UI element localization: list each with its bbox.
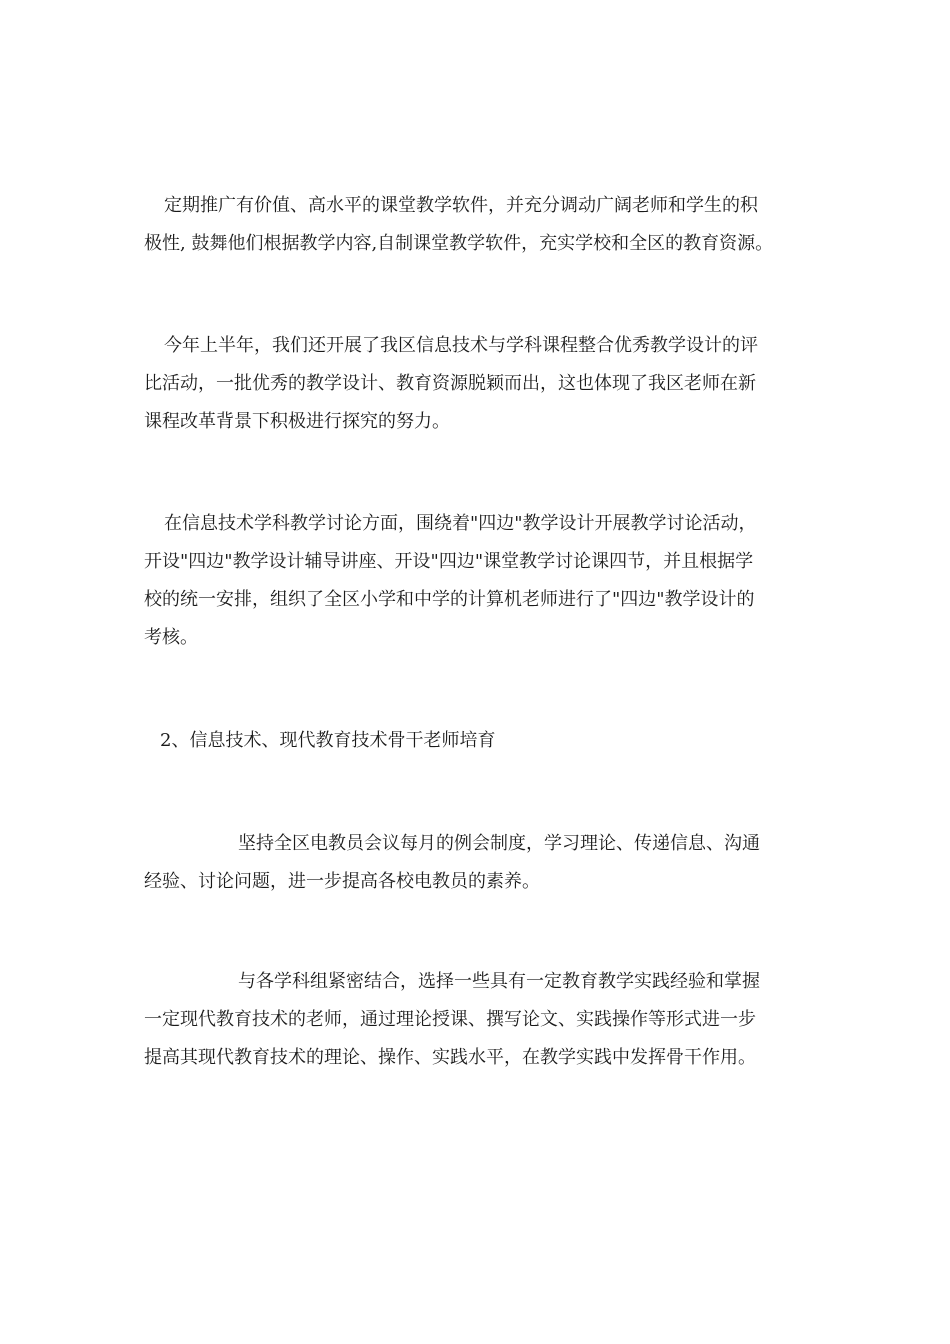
paragraph-line: 考核。 xyxy=(144,627,198,648)
paragraph-line: 今年上半年，我们还开展了我区信息技术与学科课程整合优秀教学设计的评 xyxy=(164,335,758,356)
paragraph-line: 与各学科组紧密结合，选择一些具有一定教育教学实践经验和掌握 xyxy=(238,971,760,992)
paragraph-software-promotion xyxy=(144,187,844,263)
paragraph-line: 比活动，一批优秀的教学设计、教育资源脱颖而出，这也体现了我区老师在新 xyxy=(144,373,756,394)
paragraph-monthly-meeting xyxy=(144,825,844,901)
paragraph-line: 在信息技术学科教学讨论方面，围绕着"四边"教学设计开展教学讨论活动， xyxy=(164,513,757,534)
paragraph-line: 坚持全区电教员会议每月的例会制度，学习理论、传递信息、沟通 xyxy=(238,833,760,854)
paragraph-line: 定期推广有价值、高水平的课堂教学软件，并充分调动广阔老师和学生的积 xyxy=(164,195,758,216)
section-heading xyxy=(144,722,844,760)
paragraph-line: 一定现代教育技术的老师，通过理论授课、撰写论文、实践操作等形式进一步 xyxy=(144,1009,756,1030)
paragraph-line: 提高其现代教育技术的理论、操作、实践水平，在教学实践中发挥骨干作用。 xyxy=(144,1047,756,1068)
paragraph-line: 经验、讨论问题，进一步提高各校电教员的素养。 xyxy=(144,871,540,892)
heading-text: 2、信息技术、现代教育技术骨干老师培育 xyxy=(160,730,496,751)
paragraph-teaching-design-contest xyxy=(144,327,844,441)
paragraph-line: 开设"四边"教学设计辅导讲座、开设"四边"课堂教学讨论课四节，并且根据学 xyxy=(144,551,754,572)
paragraph-line: 校的统一安排，组织了全区小学和中学的计算机老师进行了"四边"教学设计的 xyxy=(144,589,755,610)
paragraph-line: 课程改革背景下积极进行探究的努力。 xyxy=(144,411,450,432)
paragraph-line: 极性, 鼓舞他们根据教学内容,自制课堂教学软件，充实学校和全区的教育资源。 xyxy=(144,233,774,254)
paragraph-backbone-teachers xyxy=(144,963,844,1077)
paragraph-four-sides-discussion xyxy=(144,505,844,657)
